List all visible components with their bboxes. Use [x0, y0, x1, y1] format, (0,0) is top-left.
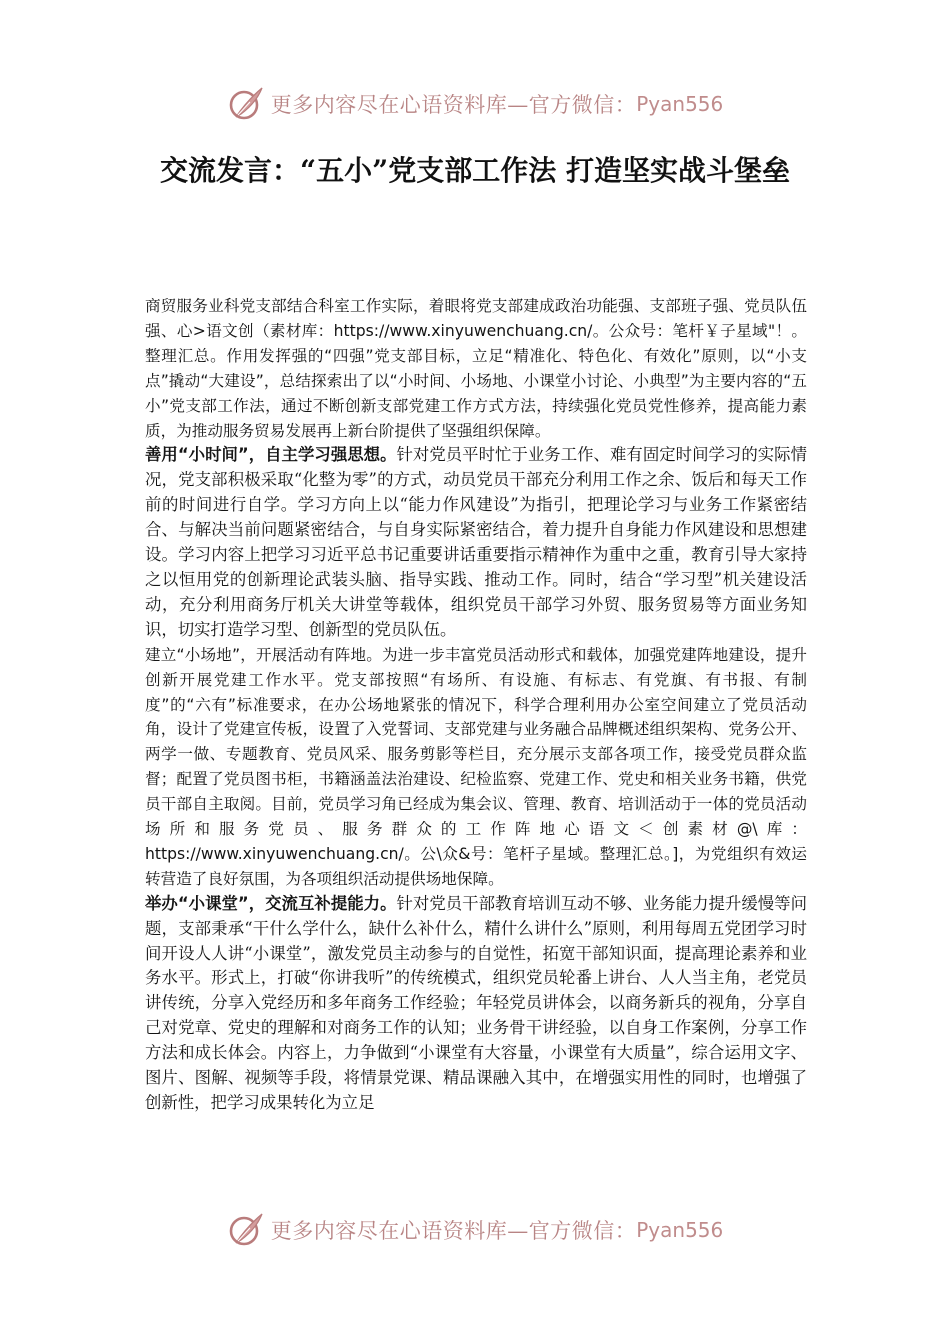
quill-logo-icon [227, 1210, 267, 1250]
paragraph-intro [145, 294, 807, 443]
watermark-text: 更多内容尽在心语资料库—官方微信： [270, 1219, 637, 1243]
document-title: 交流发言：“五小”党支部工作法 打造坚实战斗堡垒 [160, 154, 790, 187]
paragraph-body: 商贸服务业科党支部结合科室工作实际，着眼将党支部建成政治功能强、支部班子强、党员队伍强、心>语文创（素材库：https://www.xinyuwenchuang.cn/。公众号：笔杆￥子星域"！。整理汇总。作用发挥强的“四强”党支部目标，立足“精准化、特色化、有效化”原则，以“小支点”撬动“大建设”，总结探索出了以“小时间、小场地、小课堂小讨论、小典型”为主要内容的“五小”党支部工作法，通过不断创新支部党建工作方式方法，持续强化党员党性修养，提高能力素质，为推动服务贸易发展再上新台阶提供了坚强组织保障。 [145, 297, 807, 440]
watermark-banner-top [0, 82, 950, 126]
document-body [145, 294, 807, 1116]
paragraph-small-classroom [145, 892, 807, 1116]
quill-logo-icon [227, 84, 267, 124]
paragraph-small-time [145, 443, 807, 642]
paragraph-body: 建立“小场地”，开展活动有阵地。为进一步丰富党员活动形式和载体，加强党建阵地建设，提升创新开展党建工作水平。党支部按照“有场所、有设施、有标志、有党旗、有书报、有制度”的“六有”标准要求，在办公场地紧张的情况下，科学合理利用办公室空间建立了党员活动角，设计了党建宣传板，设置了入党誓词、支部党建与业务融合品牌概述组织架构、党务公开、两学一做、专题教育、党员风采、服务剪影等栏目，充分展示支部各项工作，接受党员群众监督；配置了党员图书柜，书籍涵盖法治建设、纪检监察、党建工作、党史和相关业务书籍，供党员干部自主取阅。目前，党员学习角已经成为集会议、管理、教育、培训活动于一体的党员活动场所和服务党员、服务群众的工作阵地心语文＜创素材@\库：https://www.xinyuwenchuang.cn/。公\众&号：笔杆子星域。整理汇总。]，为党组织有效运转营造了良好氛围，为各项组织活动提供场地保障。 [145, 645, 807, 888]
watermark-banner-bottom [0, 1208, 950, 1252]
watermark-text: 更多内容尽在心语资料库—官方微信： [270, 93, 637, 117]
paragraph-body: 针对党员平时忙于业务工作、难有固定时间学习的实际情况，党支部积极采取“化整为零”的方式，动员党员干部充分利用工作之余、饭后和每天工作前的时间进行自学。学习方向上以“能力作风建设”为指引，把理论学习与业务工作紧密结合、与解决当前问题紧密结合，与自身实际紧密结合，着力提升自身能力作风建设和思想建设。学习内容上把学习习近平总书记重要讲话重要指示精神作为重中之重，教育引导大家持之以恒用党的创新理论武装头脑、指导实践、推动工作。同时，结合“学习型”机关建设活动，充分利用商务厅机关大讲堂等载体，组织党员干部学习外贸、服务贸易等方面业务知识，切实打造学习型、创新型的党员队伍。 [145, 445, 807, 639]
paragraph-body: 针对党员干部教育培训互动不够、业务能力提升缓慢等问题，支部秉承“干什么学什么，缺什么补什么，精什么讲什么”原则，利用每周五党团学习时间开设人人讲“小课堂”，激发党员主动参与的自觉性，拓宽干部知识面，提高理论素养和业务水平。形式上，打破“你讲我听”的传统模式，组织党员轮番上讲台、人人当主角，老党员讲传统，分享入党经历和多年商务工作经验；年轻党员讲体会，以商务新兵的视角，分享自己对党章、党史的理解和对商务工作的认知；业务骨干讲经验，以自身工作案例，分享工作方法和成长体会。内容上，力争做到“小课堂有大容量，小课堂有大质量”，综合运用文字、图片、图解、视频等手段，将情景党课、精品课融入其中，在增强实用性的同时，也增强了创新性，把学习成果转化为立足 [145, 893, 807, 1112]
watermark-wechat-id: Pyan556 [636, 1218, 724, 1242]
watermark-wechat-id: Pyan556 [636, 92, 724, 116]
paragraph-lead: 善用“小时间”，自主学习强思想。 [145, 445, 397, 465]
paragraph-small-venue [145, 643, 807, 892]
paragraph-lead: 举办“小课堂”，交流互补提能力。 [145, 893, 397, 913]
